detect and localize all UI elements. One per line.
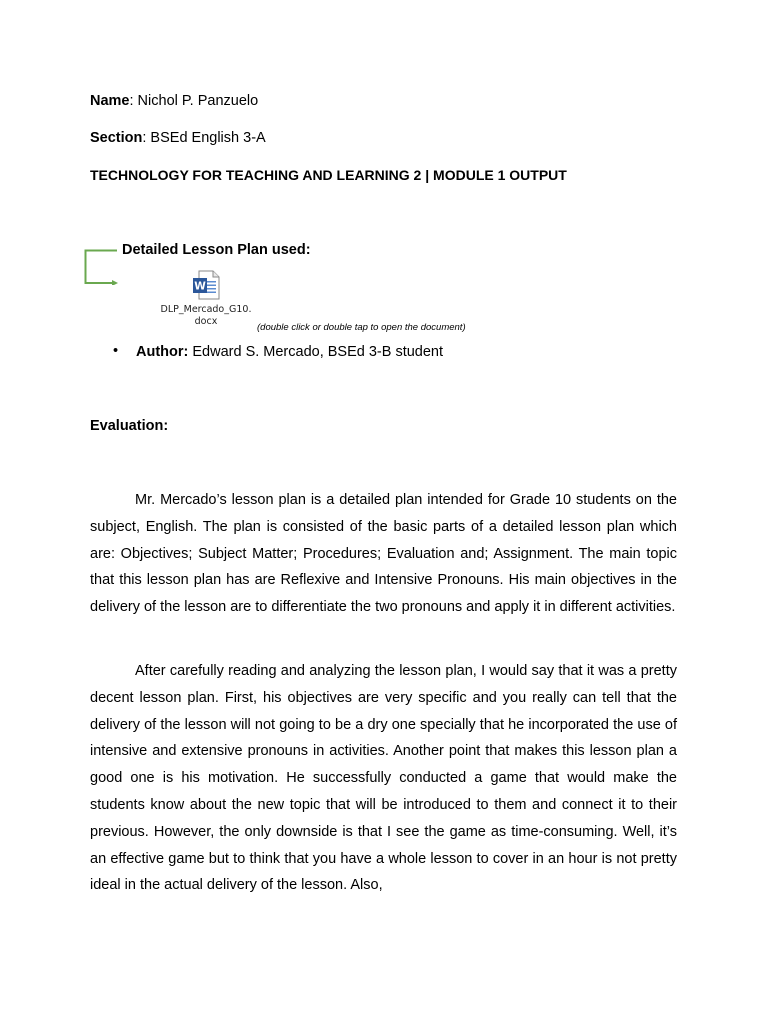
- file-name[interactable]: [150, 304, 262, 328]
- open-document-hint: (double click or double tap to open the document): [257, 322, 466, 333]
- evaluation-heading: Evaluation:: [90, 418, 169, 434]
- author-line: [136, 344, 443, 360]
- file-name-line2: docx: [194, 316, 218, 327]
- section-line: [90, 130, 266, 146]
- author-value: Edward S. Mercado, BSEd 3-B student: [188, 344, 444, 360]
- connector-line: [84, 249, 118, 285]
- word-document-icon[interactable]: [190, 269, 222, 301]
- section-label: Section: [90, 130, 143, 146]
- name-line: [90, 93, 258, 109]
- name-label: Name: [90, 93, 130, 109]
- evaluation-paragraph-2: After carefully reading and analyzing the lesson plan, I would say that it was a pretty decent lesson plan. First, his objectives are very specific and you really can tell that the delivery of the lesson will not going to be a dry one specially that he incorporated the use of intensive and extensive pronouns in activities. Another point that makes this lesson plan a good one is his motivation. He successfully conducted a game that would make the students know about the new topic that will be introduced to them and connect it to their previous. However, the only downside is that I see the game as time-consuming. Well, it’s an effective game but to think that you have a whole lesson to cover in an hour is not pretty ideal in the actual delivery of the lesson. Also,: [90, 663, 677, 894]
- name-value: : Nichol P. Panzuelo: [129, 93, 259, 109]
- evaluation-paragraph-1: Mr. Mercado’s lesson plan is a detailed plan intended for Grade 10 students on the subject, English. The plan is consisted of the basic parts of a detailed lesson plan which are: Objectives; Subject Matter; Procedures; Evaluation and; Assignment. The main topic that this lesson plan has are Reflexive and Intensive Pronouns. His main objectives in the delivery of the lesson are to differentiate the two pronouns and apply it in different activities.: [90, 492, 677, 616]
- file-name-line1: DLP_Mercado_G10.: [160, 304, 252, 315]
- section-value: : BSEd English 3-A: [142, 130, 266, 146]
- lesson-plan-heading: Detailed Lesson Plan used:: [122, 242, 311, 258]
- author-label: Author:: [136, 344, 189, 360]
- bullet-dot: •: [113, 343, 119, 359]
- document-title: TECHNOLOGY FOR TEACHING AND LEARNING 2 | MODULE 1 OUTPUT: [90, 167, 567, 183]
- word-icon-letter: W: [194, 280, 206, 293]
